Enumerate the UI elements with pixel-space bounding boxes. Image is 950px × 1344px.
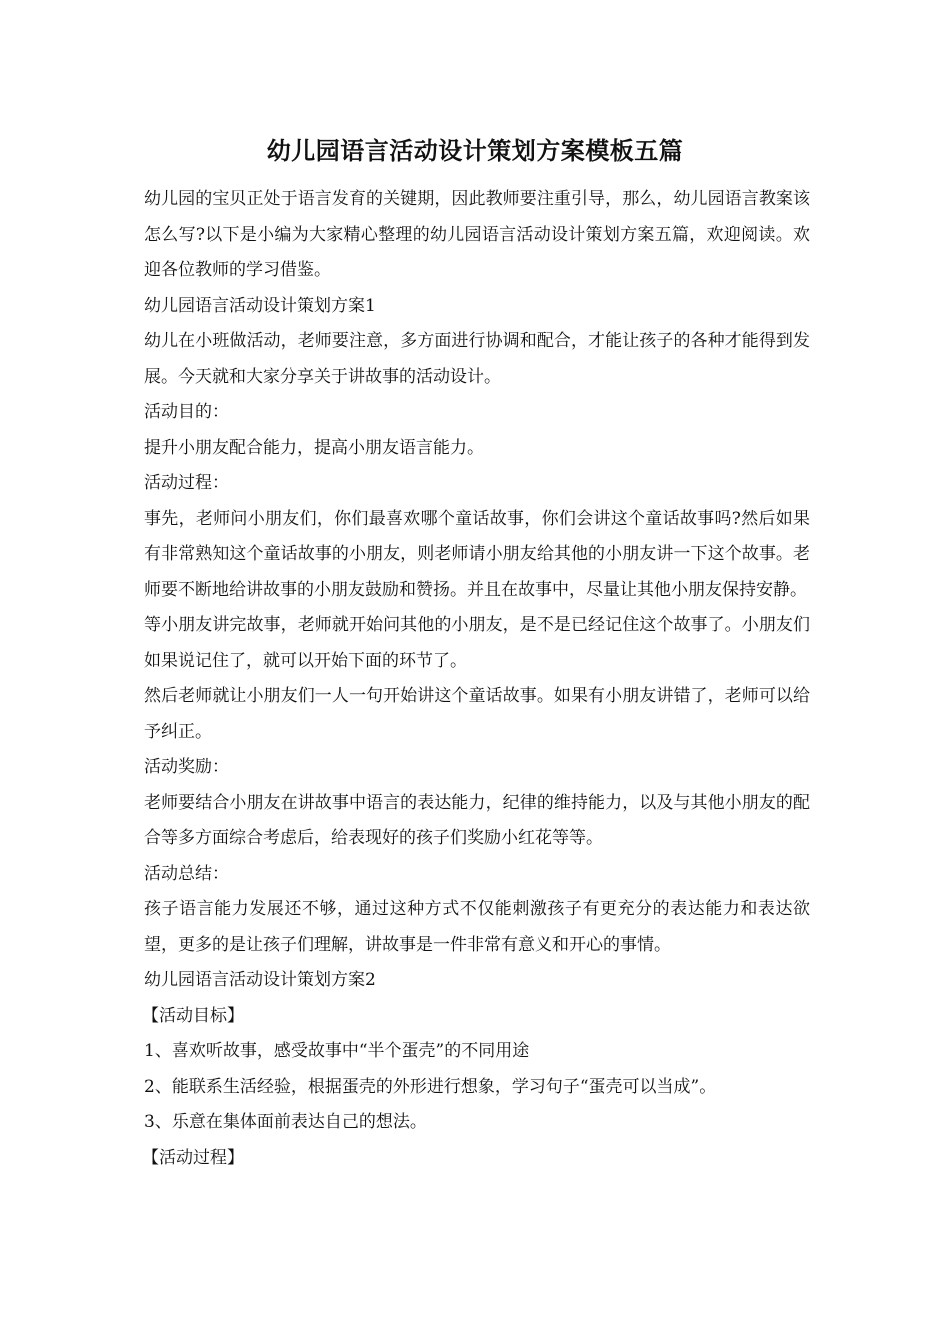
document-body: [144, 182, 810, 1176]
document-title: 幼儿园语言活动设计策划方案模板五篇: [266, 136, 684, 165]
subheading-purpose: 活动目的：: [144, 402, 229, 422]
subheading-summary: 活动总结：: [144, 863, 229, 884]
process-paragraph: 等小朋友讲完故事，老师就开始问其他的小朋友，是不是已经记住这个故事了。小朋友们如果说记住了，就可以开始下面的环节了。: [144, 615, 810, 671]
reward-paragraph: 老师要结合小朋友在讲故事中语言的表达能力，纪律的维持能力，以及与其他小朋友的配合等多方面综合考虑后，给表现好的孩子们奖励小红花等等。: [144, 792, 810, 848]
subheading-reward: 活动奖励：: [144, 757, 229, 777]
bracket-heading-goals: 【活动目标】: [142, 1005, 244, 1026]
goal-item: 2、能联系生活经验，根据蛋壳的外形进行想象，学习句子“蛋壳可以当成”。: [144, 1076, 717, 1097]
goal-item: 3、乐意在集体面前表达自己的想法。: [144, 1112, 427, 1132]
summary-paragraph: 孩子语言能力发展还不够，通过这种方式不仅能刺激孩子有更充分的表达能力和表达欲望，更多的是让孩子们理解，讲故事是一件非常有意义和开心的事情。: [144, 899, 810, 955]
bracket-heading-process: 【活动过程】: [142, 1147, 244, 1168]
section-heading-plan-1: 幼儿园语言活动设计策划方案1: [144, 295, 376, 316]
intro-paragraph: 幼儿园的宝贝正处于语言发育的关键期，因此教师要注重引导，那么，幼儿园语言教案该怎么写?以下是小编为大家精心整理的幼儿园语言活动设计策划方案五篇，欢迎阅读。欢迎各位教师的学习借鉴。: [144, 189, 810, 280]
goal-item: 1、喜欢听故事，感受故事中“半个蛋壳”的不同用途: [144, 1041, 530, 1061]
plan-1-intro-paragraph: 幼儿在小班做活动，老师要注意，多方面进行协调和配合，才能让孩子的各种才能得到发展。今天就和大家分享关于讲故事的活动设计。: [144, 331, 810, 387]
section-heading-plan-2: 幼儿园语言活动设计策划方案2: [144, 970, 376, 990]
subheading-process: 活动过程：: [144, 473, 229, 493]
process-paragraph: 事先，老师问小朋友们，你们最喜欢哪个童话故事，你们会讲这个童话故事吗?然后如果有非常熟知这个童话故事的小朋友，则老师请小朋友给其他的小朋友讲一下这个故事。老师要不断地给讲故事的小朋友鼓励和赞扬。并且在故事中，尽量让其他小朋友保持安静。: [144, 508, 810, 600]
purpose-paragraph: 提升小朋友配合能力，提高小朋友语言能力。: [144, 437, 484, 458]
process-paragraph: 然后老师就让小朋友们一人一句开始讲这个童话故事。如果有小朋友讲错了，老师可以给予纠正。: [144, 686, 810, 742]
